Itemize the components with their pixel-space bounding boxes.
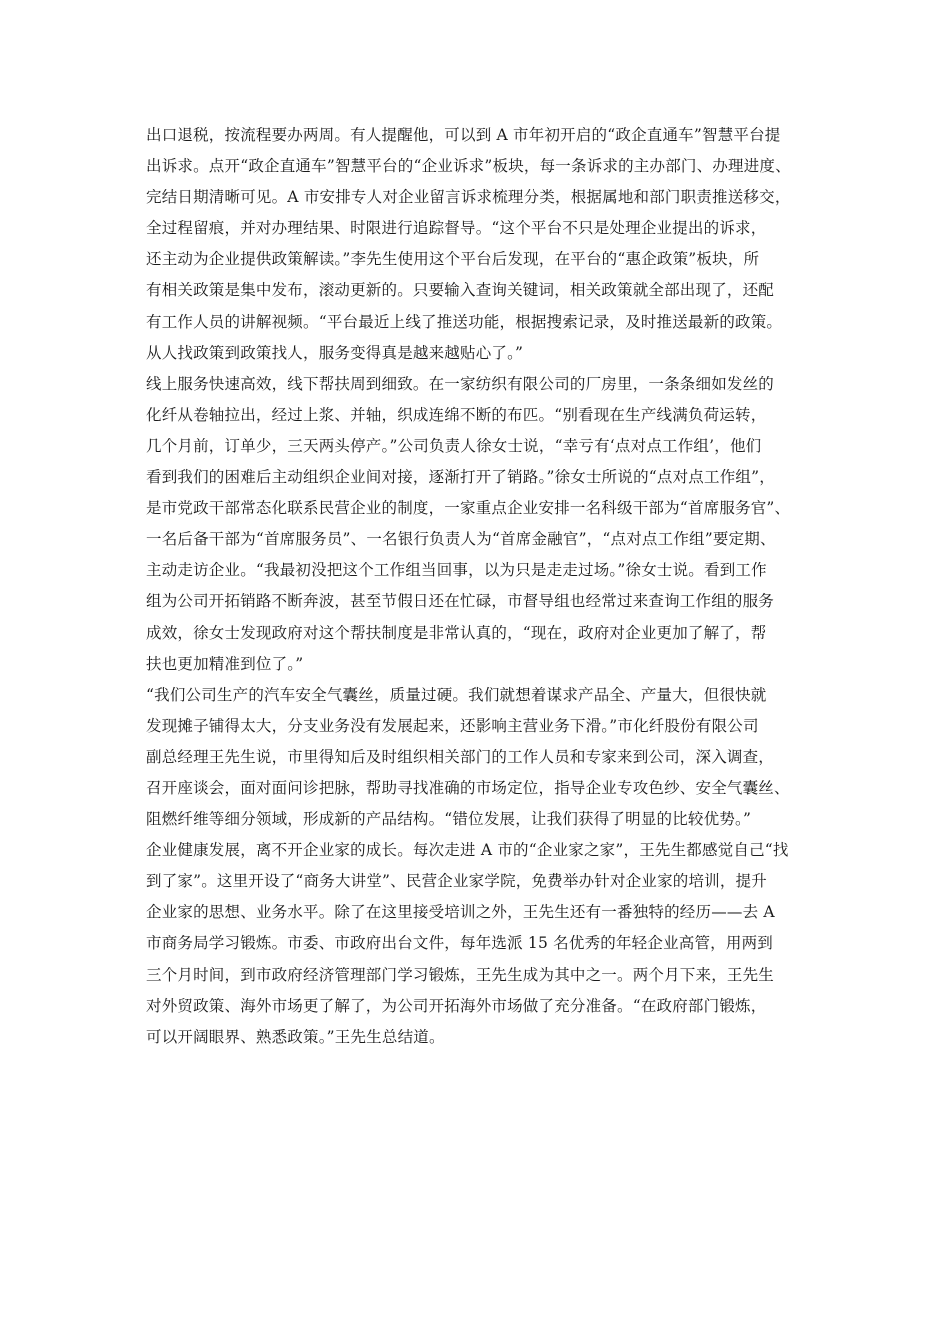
text-line: 有工作人员的讲解视频。“平台最近上线了推送功能，根据搜索记录，及时推送最新的政策。 <box>146 312 783 331</box>
text-line: 组为公司开拓销路不断奔波，甚至节假日还在忙碌，市督导组也经常过来查询工作组的服务 <box>146 592 775 611</box>
text-line: 化纤从卷轴拉出，经过上浆、并轴，织成连绵不断的布匹。“别看现在生产线满负荷运转， <box>146 405 767 424</box>
text-line: 是市党政干部常态化联系民营企业的制度，一家重点企业安排一名科级干部为“首席服务官”、 <box>146 499 791 518</box>
text-line: “我们公司生产的汽车安全气囊丝，质量过硬。我们就想着谋求产品全、产量大，但很快就 <box>146 685 767 704</box>
text-line: 线上服务快速高效，线下帮扶周到细致。在一家纺织有限公司的厂房里，一条条细如发丝的 <box>146 374 775 393</box>
text-line: 对外贸政策、海外市场更了解了，为公司开拓海外市场做了充分准备。“在政府部门锻炼， <box>146 996 767 1015</box>
text-line: 阻燃纤维等细分领域，形成新的产品结构。“错位发展，让我们获得了明显的比较优势。” <box>146 810 752 829</box>
text-line: 一名后备干部为“首席服务员”、一名银行负责人为“首席金融官”，“点对点工作组”要定期、 <box>146 530 776 549</box>
text-line: 三个月时间，到市政府经济管理部门学习锻炼，王先生成为其中之一。两个月下来，王先生 <box>146 965 775 984</box>
text-line: 企业健康发展，离不开企业家的成长。每次走进 A 市的“企业家之家”，王先生都感觉自己“找 <box>146 841 789 860</box>
text-line: 企业家的思想、业务水平。除了在这里接受培训之外，王先生还有一番独特的经历——去 A <box>146 903 775 922</box>
text-line: 几个月前，订单少，三天两头停产。”公司负责人徐女士说，“幸亏有‘点对点工作组’，他们 <box>146 436 762 455</box>
text-line: 副总经理王先生说，市里得知后及时组织相关部门的工作人员和专家来到公司，深入调查， <box>146 747 775 766</box>
text-line: 完结日期清晰可见。A 市安排专人对企业留言诉求梳理分类，根据属地和部门职责推送移交， <box>146 188 791 207</box>
body-text <box>146 120 876 1053</box>
text-line: 召开座谈会，面对面问诊把脉，帮助寻找准确的市场定位，指导企业专攻色纱、安全气囊丝、 <box>146 778 790 797</box>
text-line: 出口退税，按流程要办两周。有人提醒他，可以到 A 市年初开启的“政企直通车”智慧平台提 <box>146 126 781 144</box>
text-line: 全过程留痕，并对办理结果、时限进行追踪督导。“这个平台不只是处理企业提出的诉求， <box>146 219 767 238</box>
text-line: 从人找政策到政策找人，服务变得真是越来越贴心了。” <box>146 343 524 362</box>
text-line: 主动走访企业。“我最初没把这个工作组当回事，以为只是走走过场。”徐女士说。看到工作 <box>146 561 767 580</box>
text-line: 看到我们的困难后主动组织企业间对接，逐渐打开了销路。”徐女士所说的“点对点工作组”， <box>146 468 775 487</box>
text-line: 还主动为企业提供政策解读。”李先生使用这个平台后发现，在平台的“惠企政策”板块，所 <box>146 250 760 269</box>
text-line: 市商务局学习锻炼。市委、市政府出台文件，每年选派 15 名优秀的年轻企业高管，用两到 <box>146 934 773 953</box>
text-line: 成效，徐女士发现政府对这个帮扶制度是非常认真的，“现在，政府对企业更加了解了，帮 <box>146 623 767 642</box>
text-line: 出诉求。点开“政企直通车”智慧平台的“企业诉求”板块，每一条诉求的主办部门、办理进度、 <box>146 157 791 176</box>
text-line: 有相关政策是集中发布，滚动更新的。只要输入查询关键词，相关政策就全部出现了，还配 <box>146 281 775 300</box>
text-line: 到了家”。这里开设了“商务大讲堂”、民营企业家学院，免费举办针对企业家的培训，提升 <box>146 872 767 891</box>
text-line: 可以开阔眼界、熟悉政策。”王先生总结道。 <box>146 1027 445 1046</box>
text-line: 扶也更加精准到位了。” <box>146 654 304 673</box>
text-line: 发现摊子铺得太大，分支业务没有发展起来，还影响主营业务下滑。”市化纤股份有限公司 <box>146 716 759 735</box>
